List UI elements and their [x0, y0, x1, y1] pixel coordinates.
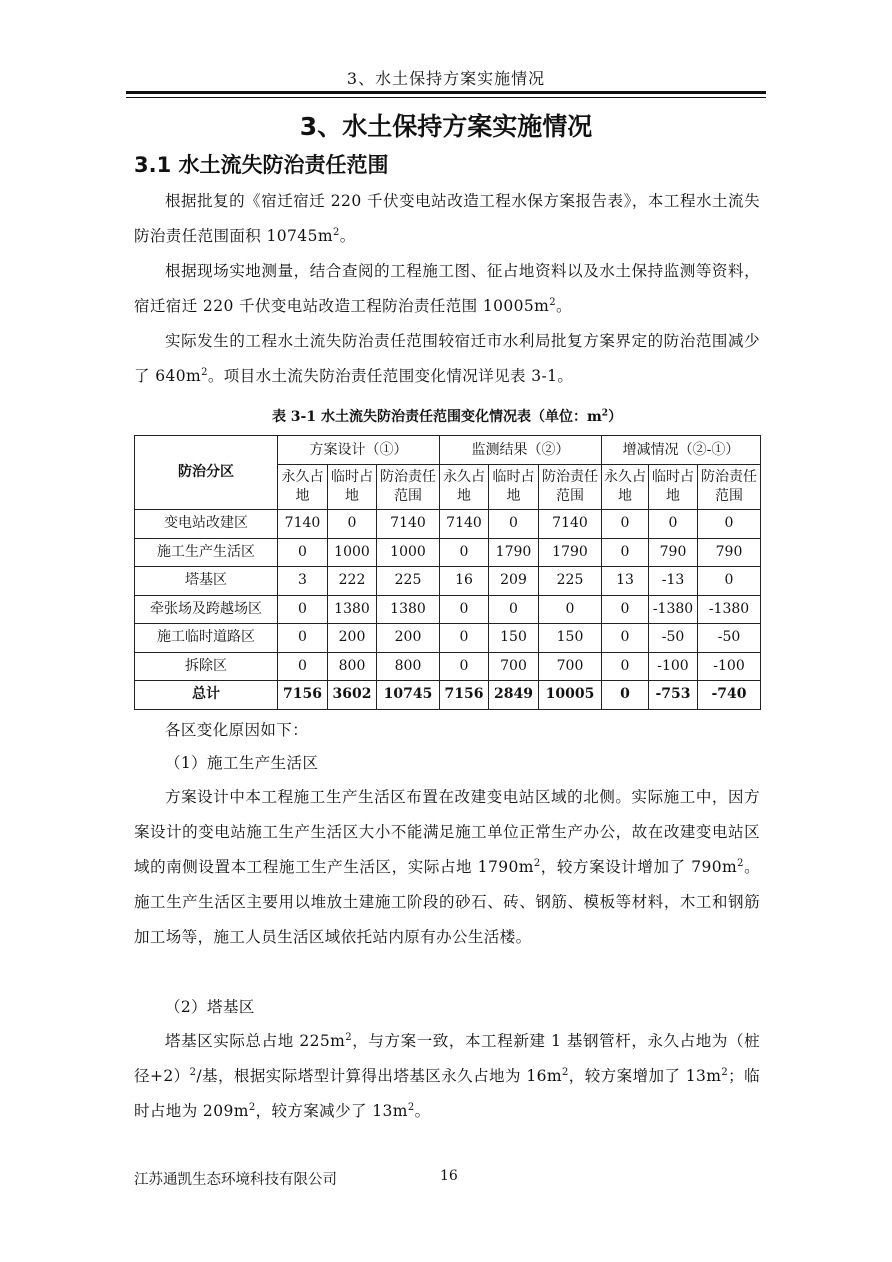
table-cell: 150	[489, 624, 539, 653]
table-cell: -753	[649, 681, 698, 710]
paragraph-4: 各区变化原因如下：	[165, 721, 309, 739]
table-cell: 2849	[489, 681, 539, 710]
table-cell: -1380	[649, 595, 698, 624]
table-cell: 0	[602, 624, 649, 653]
table-cell: 1790	[539, 538, 602, 567]
zone-name: 施工临时道路区	[135, 624, 278, 653]
subheader-temporary: 临时占地	[649, 465, 698, 510]
table-cell: 13	[602, 567, 649, 596]
table-cell: 790	[649, 538, 698, 567]
table-caption: 表 3-1 水土流失防治责任范围变化情况表（单位：$m^2$）	[271, 408, 623, 425]
table-cell: 0	[602, 595, 649, 624]
footer-company: 江苏通凯生态环境科技有限公司	[134, 1172, 337, 1188]
table-cell: 3602	[328, 681, 377, 710]
table-cell: -13	[649, 567, 698, 596]
table-cell: 7140	[539, 510, 602, 539]
table-cell: 0	[602, 681, 649, 710]
table-cell: 225	[539, 567, 602, 596]
table-cell: 7140	[377, 510, 440, 539]
table-cell: 200	[377, 624, 440, 653]
table-cell: 0	[278, 538, 328, 567]
paragraph-2: 根据现场实地测量，结合查阅的工程施工图、征占地资料以及水土保持监测等资料，宿迁宿迁 220 千伏变电站改造工程防治责任范围 $10005m^2$。	[134, 262, 760, 315]
zone-name: 拆除区	[135, 652, 278, 681]
table-cell: 0	[489, 595, 539, 624]
table-cell: 800	[328, 652, 377, 681]
table-cell: 0	[278, 624, 328, 653]
table-cell: 10005	[539, 681, 602, 710]
subheader-range: 防治责任范围	[698, 465, 761, 510]
table-cell: 0	[698, 510, 761, 539]
table-cell: 790	[698, 538, 761, 567]
subheader-range: 防治责任范围	[377, 465, 440, 510]
subheader-permanent: 永久占地	[602, 465, 649, 510]
table-cell: 0	[440, 595, 489, 624]
table-row	[135, 538, 761, 567]
subheader-permanent: 永久占地	[440, 465, 489, 510]
table-cell: 200	[328, 624, 377, 653]
group-header-plan: 方案设计（①）	[278, 436, 440, 465]
header-rule-thin	[126, 97, 766, 98]
table-cell: 0	[602, 652, 649, 681]
running-header: 3、水土保持方案实施情况	[346, 69, 546, 88]
chapter-title: 3、水土保持方案实施情况	[299, 112, 593, 141]
table-cell: 0	[602, 538, 649, 567]
table-cell: 0	[440, 624, 489, 653]
table-cell: 800	[377, 652, 440, 681]
group-header-change: 增减情况（②-①）	[602, 436, 761, 465]
paragraph-6: 方案设计中本工程施工生产生活区布置在改建变电站区域的北侧。实际施工中，因方案设计的变电站施工生产生活区大小不能满足施工单位正常生产办公，故在改建变电站区域的南侧设置本工程施工生产生活区，实际占地 $1790m^2$，较方案设计增加了 $790m^2$。施工生产生活区主要用以堆放土建施工阶段的砂石、砖、钢筋、模板等材料，木工和钢筋加工场等，施工人员生活区域依托站内原有办公生活楼。	[134, 788, 761, 946]
table-cell: 700	[539, 652, 602, 681]
group-header-monitor: 监测结果（②）	[440, 436, 602, 465]
row-header-cell: 防治分区	[135, 436, 278, 510]
table-cell: 1380	[377, 595, 440, 624]
table-cell: 7156	[440, 681, 489, 710]
table-cell: 0	[440, 538, 489, 567]
table-cell: -50	[649, 624, 698, 653]
header-rule-thick	[126, 91, 766, 94]
table-cell: 0	[278, 652, 328, 681]
table-cell: 1000	[377, 538, 440, 567]
subheader-permanent: 永久占地	[278, 465, 328, 510]
table-cell: 1790	[489, 538, 539, 567]
table-cell: 0	[278, 595, 328, 624]
table-cell: 0	[602, 510, 649, 539]
table-cell: -100	[649, 652, 698, 681]
table-cell: 150	[539, 624, 602, 653]
table-cell: -1380	[698, 595, 761, 624]
table-cell: 700	[489, 652, 539, 681]
table-cell: 7156	[278, 681, 328, 710]
table-cell: 7140	[278, 510, 328, 539]
table-row	[135, 595, 761, 624]
table-cell: 0	[328, 510, 377, 539]
table-row	[135, 652, 761, 681]
zone-name: 牵张场及跨越场区	[135, 595, 278, 624]
table-cell: 1000	[328, 538, 377, 567]
section-title: 3.1 水土流失防治责任范围	[134, 153, 389, 177]
table-cell: 0	[489, 510, 539, 539]
paragraph-8: 塔基区实际总占地 $225m^2$，与方案一致，本工程新建 1 基钢管杆，永久占地为（桩径+2）$^2$/基，根据实际塔型计算得出塔基区永久占地为 $16m^2$，较方案增加了 $13m^2$；临时占地为 $209m^2$，较方案减少了 $13m^2$。	[134, 1031, 761, 1120]
table-cell: 0	[440, 652, 489, 681]
subheader-temporary: 临时占地	[328, 465, 377, 510]
paragraph-1: 根据批复的《宿迁宿迁 220 千伏变电站改造工程水保方案报告表》，本工程水土流失防治责任范围面积 $10745m^2$。	[134, 192, 760, 245]
table-cell: 222	[328, 567, 377, 596]
total-label: 总计	[135, 681, 278, 710]
table-cell: 10745	[377, 681, 440, 710]
table-total-row	[135, 681, 761, 710]
table-cell: 3	[278, 567, 328, 596]
table-cell: -740	[698, 681, 761, 710]
table-cell: 7140	[440, 510, 489, 539]
subheading-2: （2）塔基区	[165, 998, 255, 1016]
zone-name: 塔基区	[135, 567, 278, 596]
zone-name: 施工生产生活区	[135, 538, 278, 567]
responsibility-range-table	[134, 435, 761, 710]
table-cell: -100	[698, 652, 761, 681]
table-cell: 0	[698, 567, 761, 596]
table-row	[135, 624, 761, 653]
table-row	[135, 567, 761, 596]
subheading-1: （1）施工生产生活区	[165, 754, 319, 772]
table-cell: 1380	[328, 595, 377, 624]
paragraph-3: 实际发生的工程水土流失防治责任范围较宿迁市水利局批复方案界定的防治范围减少了 $640m^2$。项目水土流失防治责任范围变化情况详见表 3-1。	[134, 332, 760, 385]
table-cell: 0	[649, 510, 698, 539]
subheader-range: 防治责任范围	[539, 465, 602, 510]
table-cell: 209	[489, 567, 539, 596]
subheader-temporary: 临时占地	[489, 465, 539, 510]
table-cell: 0	[539, 595, 602, 624]
table-cell: 225	[377, 567, 440, 596]
table-cell: 16	[440, 567, 489, 596]
table-cell: -50	[698, 624, 761, 653]
zone-name: 变电站改建区	[135, 510, 278, 539]
page-number: 16	[440, 1168, 458, 1184]
table-row	[135, 510, 761, 539]
